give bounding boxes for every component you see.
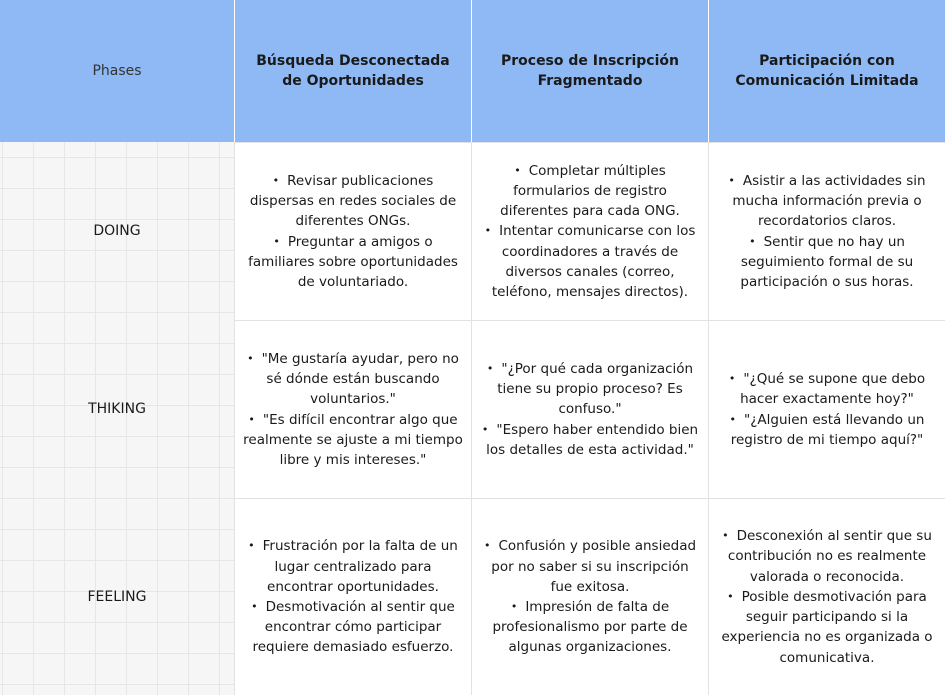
row-label-doing: DOING: [93, 223, 141, 239]
list-item: • Revisar publicaciones dispersas en redes sociales de diferentes ONGs.: [249, 172, 457, 230]
cell-doing-inscripcion: [471, 142, 708, 320]
bullet-icon: •: [749, 234, 756, 248]
bullet-icon: •: [247, 351, 254, 365]
list-item: • Intentar comunicarse con los coordinadores a través de diversos canales (correo, teléfono, mensajes directos).: [484, 223, 696, 300]
column-header-busqueda: Búsqueda Desconectada de Oportunidades: [234, 0, 471, 142]
bullet-list: [717, 171, 937, 292]
list-item: • Confusión y posible ansiedad por no saber si su inscripción fue exitosa.: [483, 538, 697, 595]
list-item: • "¿Qué se supone que debo hacer exactamente hoy?": [728, 371, 926, 408]
list-item: • Desconexión al sentir que su contribución no es realmente valorada o reconocida.: [722, 528, 932, 585]
bullet-list: [717, 369, 937, 450]
bullet-icon: •: [514, 163, 521, 177]
list-item: • Asistir a las actividades sin mucha información previa o recordatorios claros.: [728, 172, 926, 230]
bullet-list: [243, 536, 463, 657]
bullet-list: [717, 526, 937, 667]
bullet-list: [243, 171, 463, 292]
bullet-icon: •: [483, 539, 491, 553]
bullet-list: [480, 536, 700, 657]
column-header-participacion: Participación con Comunicación Limitada: [708, 0, 945, 142]
bullet-icon: •: [729, 412, 737, 426]
bullet-icon: •: [248, 539, 255, 553]
list-item: • "Espero haber entendido bien los detalles de esta actividad.": [481, 421, 699, 458]
bullet-list: [243, 349, 463, 470]
bullet-icon: •: [251, 600, 258, 613]
column-header-inscripcion: Proceso de Inscripción Fragmentado: [471, 0, 708, 142]
bullet-icon: •: [481, 422, 489, 436]
cell-thinking-busqueda: [234, 320, 471, 498]
list-item: • "Es difícil encontrar algo que realmente se ajuste a mi tiempo libre y mis intereses.": [243, 411, 463, 468]
list-item: • Frustración por la falta de un lugar centralizado para encontrar oportunidades.: [248, 538, 458, 595]
row-label-feeling: FEELING: [87, 588, 147, 605]
list-item: • Preguntar a amigos o familiares sobre oportunidades de voluntariado.: [248, 233, 458, 290]
phases-header: Phases: [0, 0, 234, 142]
bullet-icon: •: [728, 173, 735, 187]
row-label-thinking: THIKING: [88, 401, 146, 417]
list-item: • Completar múltiples formularios de registro diferentes para cada ONG.: [500, 162, 680, 220]
list-item: • "Me gustaría ayudar, pero no sé dónde están buscando voluntarios.": [247, 350, 459, 408]
bullet-icon: •: [248, 412, 255, 426]
list-item: • "¿Por qué cada organización tiene su propio proceso? Es confuso.": [486, 360, 694, 418]
list-item: • Sentir que no hay un seguimiento formal de su participación o sus horas.: [740, 233, 914, 290]
bullet-icon: •: [722, 529, 729, 543]
cell-thinking-inscripcion: [471, 320, 708, 498]
cell-feeling-participacion: [708, 498, 945, 695]
list-item: • "¿Alguien está llevando un registro de mi tiempo aquí?": [729, 411, 925, 448]
list-item: • Impresión de falta de profesionalismo por parte de algunas organizaciones.: [492, 599, 688, 656]
bullet-icon: •: [273, 234, 280, 248]
bullet-list: [480, 161, 700, 302]
bullet-icon: •: [486, 361, 494, 375]
cell-feeling-inscripcion: [471, 498, 708, 695]
bullet-icon: •: [727, 589, 734, 603]
bullet-icon: •: [728, 372, 736, 386]
cell-doing-busqueda: [234, 142, 471, 320]
list-item: • Desmotivación al sentir que encontrar cómo participar requiere demasiado esfuerzo.: [251, 599, 455, 656]
cell-doing-participacion: [708, 142, 945, 320]
list-item: • Posible desmotivación para seguir participando si la experiencia no es organizada o comunicativa.: [721, 588, 933, 666]
cell-feeling-busqueda: [234, 498, 471, 695]
bullet-icon: •: [272, 173, 280, 187]
bullet-icon: •: [484, 224, 492, 238]
bullet-list: [480, 359, 700, 460]
bullet-icon: •: [510, 600, 518, 613]
cell-thinking-participacion: [708, 320, 945, 498]
